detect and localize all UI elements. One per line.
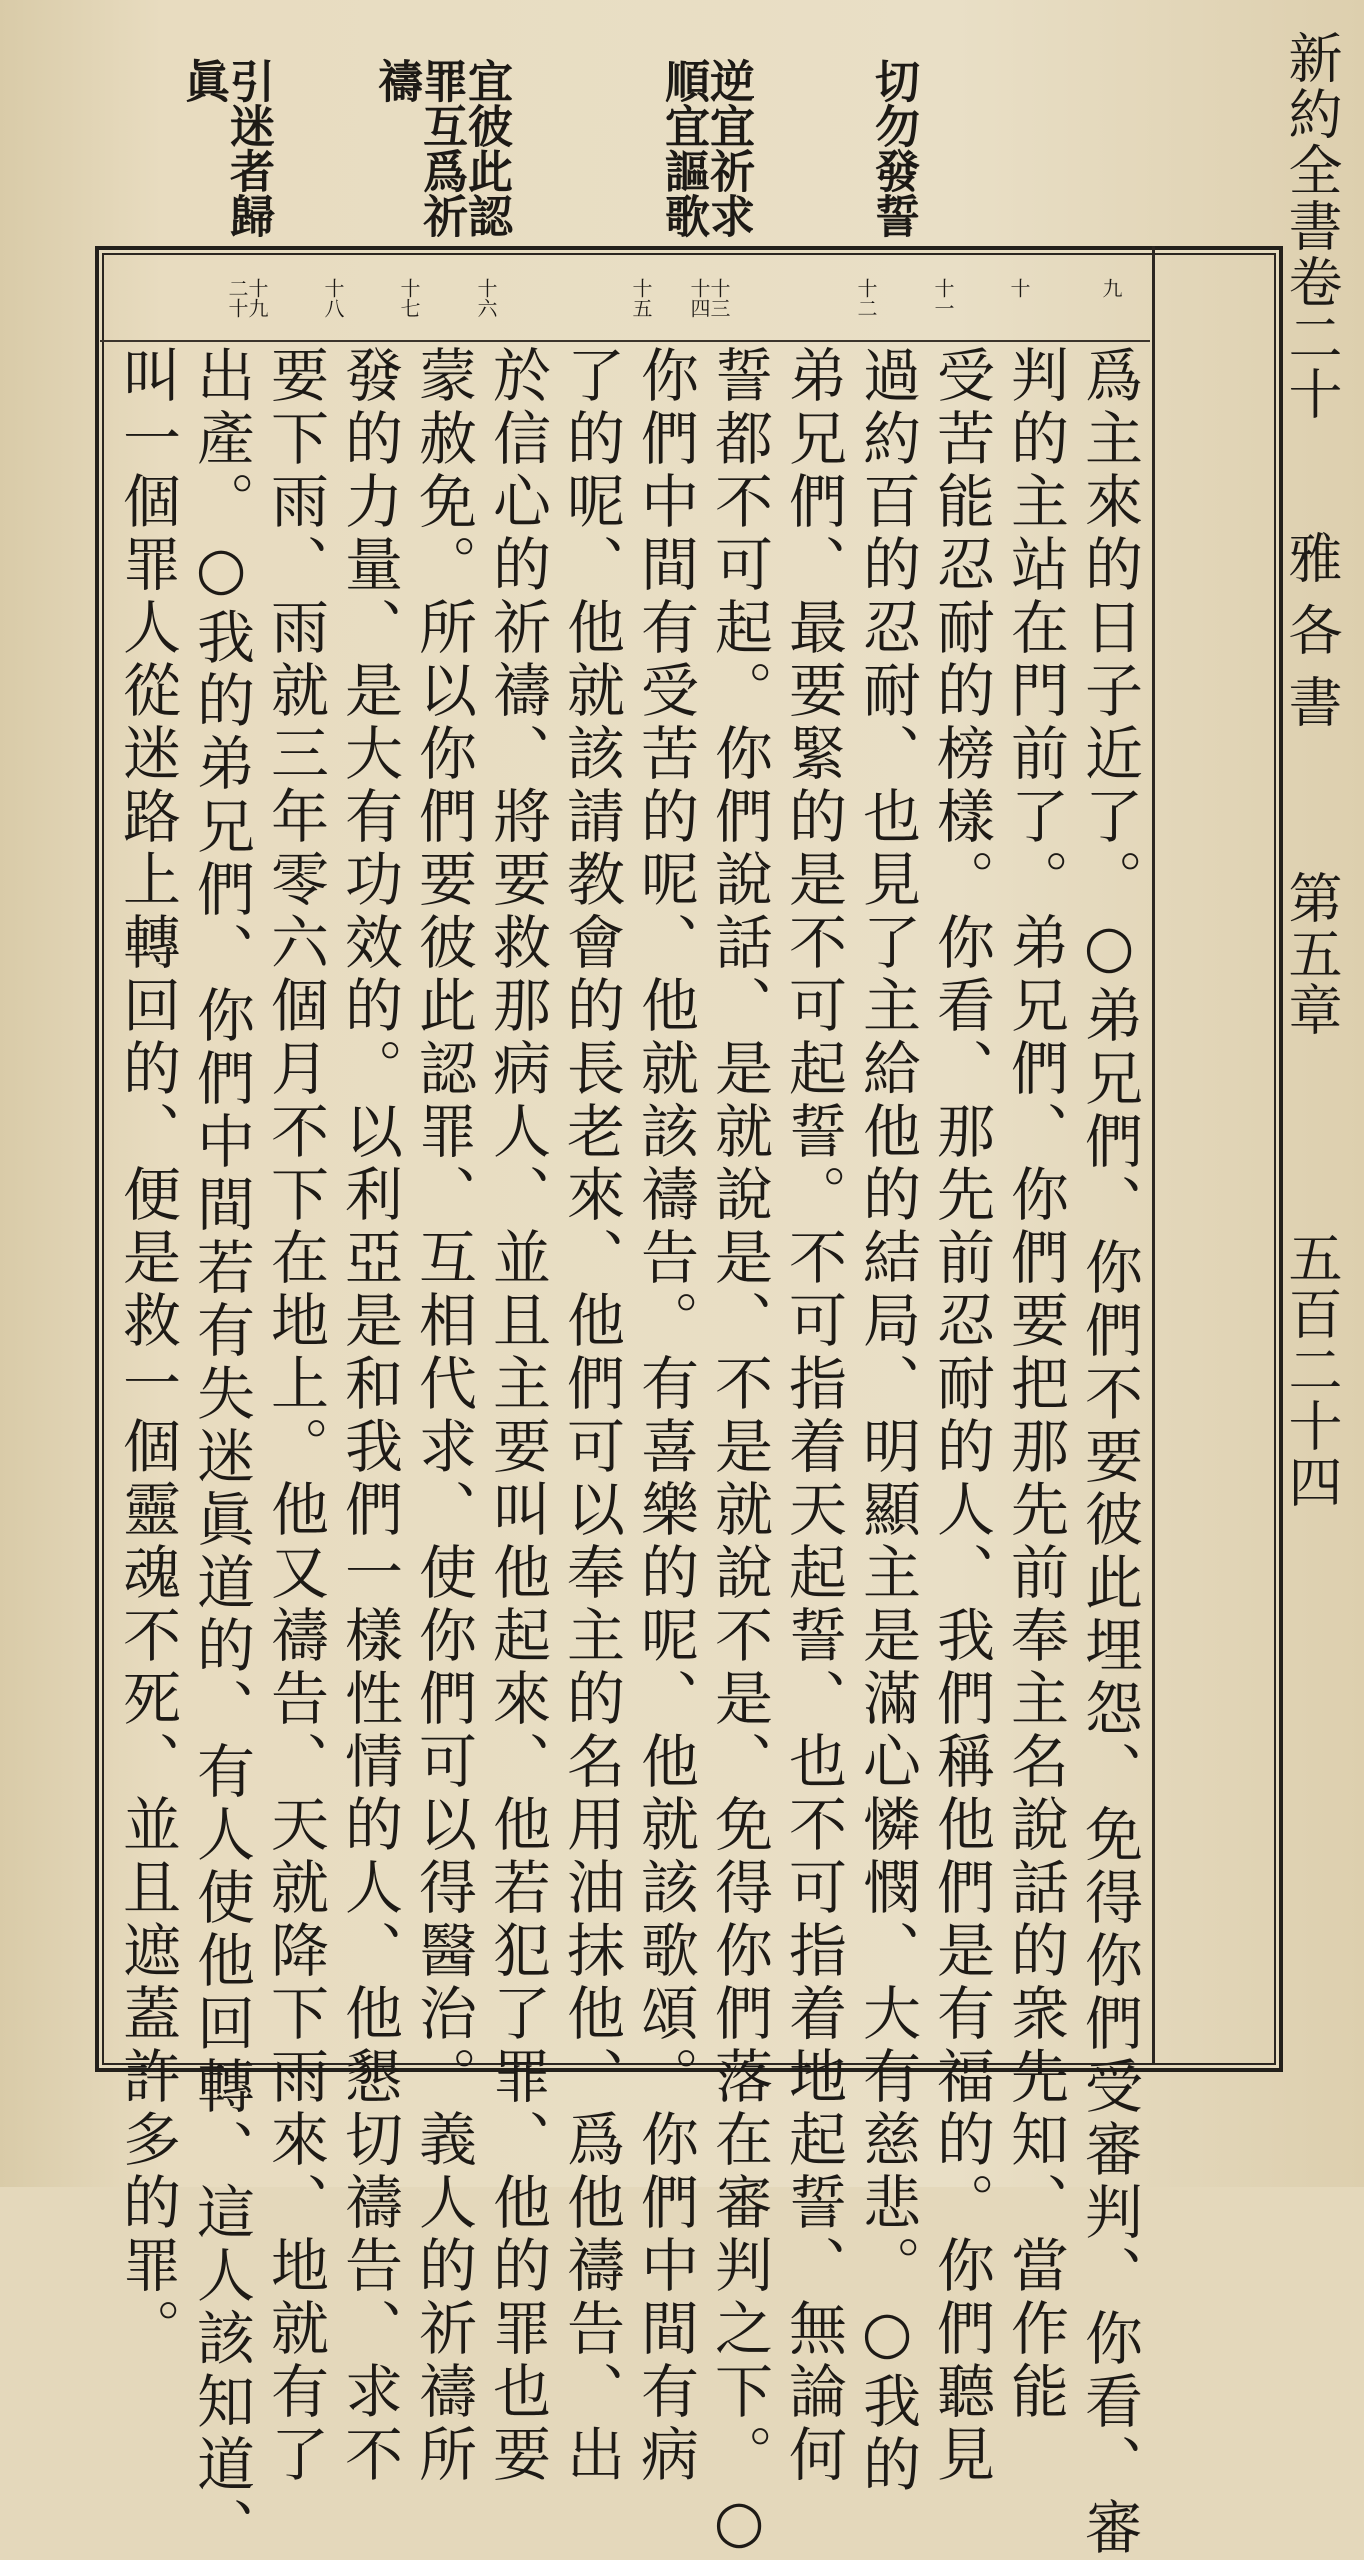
text-column: 受苦能忍耐的榜樣。你看、那先前忍耐的人、我們稱他們是有福的。你們聽見 <box>927 345 995 2487</box>
text-column: 誓都不可起。你們說話、是就說是、不是就說不是、免得你們落在審判之下。○ <box>705 345 773 2560</box>
verse-number: 十六 <box>474 278 498 318</box>
verse-number: 十三 <box>707 278 731 318</box>
verse-number: 十四 <box>687 278 711 318</box>
verse-number: 二十 <box>225 278 249 318</box>
text-column: 蒙赦免。所以你們要彼此認罪、互相代求、使你們可以得醫治。義人的祈禱所 <box>409 345 477 2487</box>
text-column: 出產。○我的弟兄們、你們中間若有失迷眞道的、有人使他回轉、這人該知道、 <box>187 345 255 2560</box>
heading-4: 宜彼此認 <box>460 58 513 238</box>
verse-number: 十一 <box>931 278 955 318</box>
chapter-label: 第五章 <box>1280 870 1343 1038</box>
heading-5: 罪互爲祈 <box>415 58 468 238</box>
header-divider <box>1152 246 1155 2064</box>
verse-number-row <box>100 250 1150 342</box>
verse-number: 十五 <box>629 278 653 318</box>
heading-3: 順宜謳歌 <box>657 58 710 238</box>
page-number: 五百二十四 <box>1280 1230 1343 1510</box>
text-column: 叫一個罪人從迷路上轉回的、便是救一個靈魂不死、並且遮蓋許多的罪。 <box>113 345 181 2361</box>
text-column: 爲主來的日子近了。○弟兄們、你們不要彼此埋怨、免得你們受審判、你看、審 <box>1075 345 1143 2560</box>
verse-number: 九 <box>1099 278 1123 298</box>
book-title: 新約全書卷二十 <box>1280 30 1343 422</box>
text-column: 判的主站在門前了。弟兄們、你們要把那先前奉主名說話的衆先知、當作能 <box>1001 345 1069 2424</box>
heading-8: 眞 <box>177 58 230 103</box>
text-column: 要下雨、雨就三年零六個月不下在地上。他又禱告、天就降下雨來、地就有了 <box>261 345 329 2487</box>
text-column: 弟兄們、最要緊的是不可起誓。不可指着天起誓、也不可指着地起誓、無論何 <box>779 345 847 2487</box>
verse-number: 十七 <box>397 278 421 318</box>
text-column: 了的呢、他就該請教會的長老來、他們可以奉主的名用油抹他、爲他禱告、出 <box>557 345 625 2487</box>
verse-number: 十二 <box>854 278 878 318</box>
marginal-headings <box>177 58 940 258</box>
text-column: 你們中間有受苦的呢、他就該禱告。有喜樂的呢、他就該歌頌。你們中間有病 <box>631 345 699 2487</box>
verse-number: 十 <box>1007 278 1031 298</box>
heading-1: 切勿發誓 <box>867 58 920 238</box>
text-column: 發的力量、是大有功效的。以利亞是和我們一樣性情的人、他懇切禱告、求不 <box>335 345 403 2487</box>
verse-number: 十九 <box>245 278 269 318</box>
text-column: 過約百的忍耐、也見了主給他的結局、明顯主是滿心憐憫、大有慈悲。○我的 <box>853 345 921 2497</box>
book-name: 雅各書 <box>1280 530 1343 746</box>
text-column: 於信心的祈禱、將要救那病人、並且主要叫他起來、他若犯了罪、他的罪也要 <box>483 345 551 2487</box>
heading-6: 禱 <box>370 58 423 103</box>
verse-number: 十八 <box>321 278 345 318</box>
running-header <box>1254 30 1344 1790</box>
heading-7: 引迷者歸 <box>222 58 275 238</box>
scripture-body <box>105 345 1145 2560</box>
heading-2: 逆宜祈求 <box>702 58 755 238</box>
